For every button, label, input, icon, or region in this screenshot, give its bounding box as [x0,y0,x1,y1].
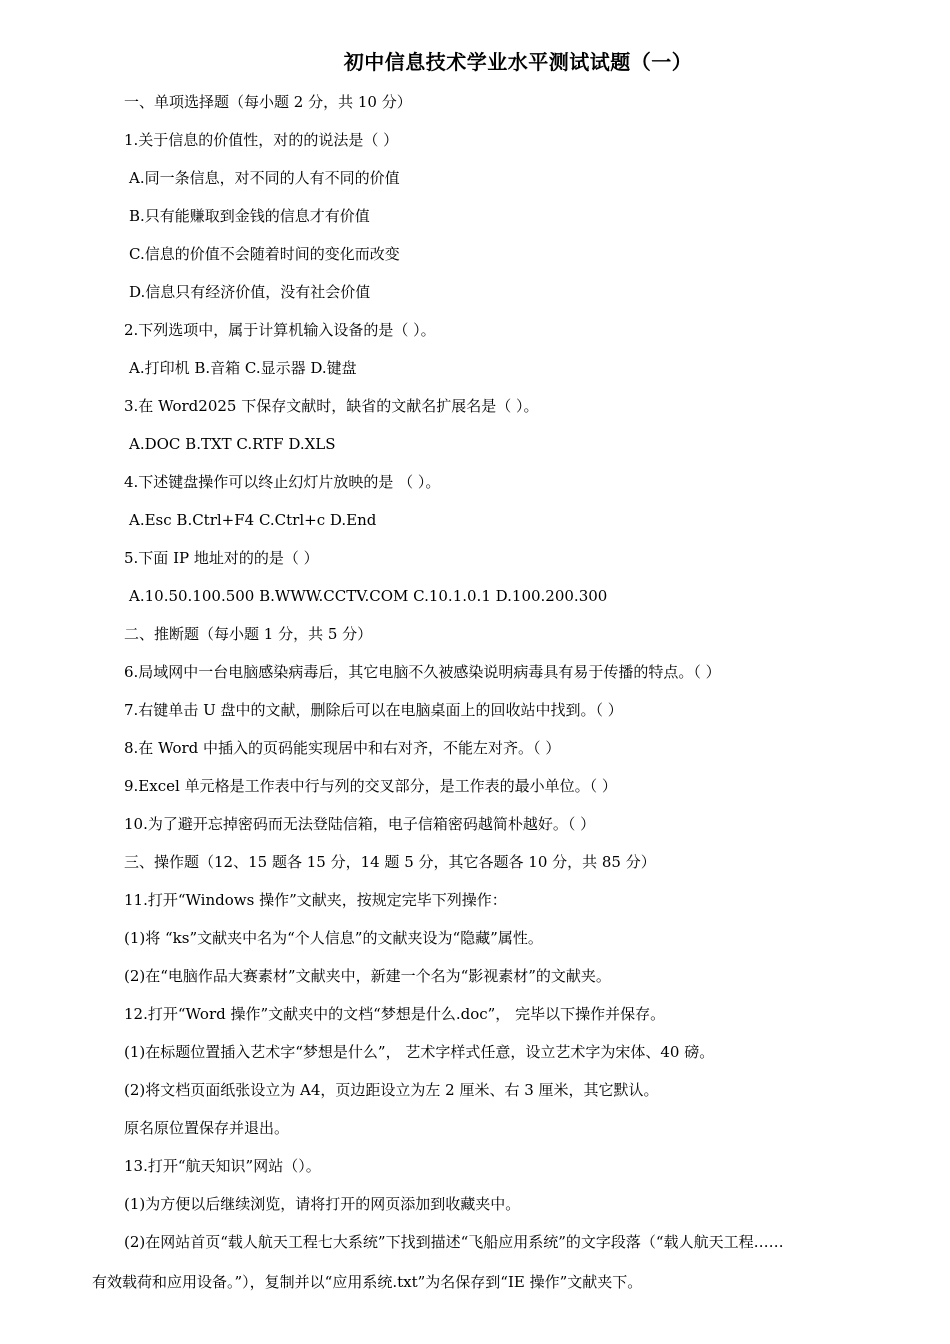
document-line: 二、推断题（每小题 1 分，共 5 分） [124,625,373,643]
document-line: 12.打开“Word 操作”文献夹中的文档“梦想是什么.doc”， 完毕以下操作并保存。 [124,1005,666,1023]
document-line: 1.关于信息的价值性，对的的说法是（ ） [124,131,399,149]
document-line: (1)将 “ks”文献夹中名为“个人信息”的文献夹设为“隐藏”属性。 [124,929,543,947]
document-line: A.10.50.100.500 B.WWW.CCTV.COM C.10.1.0.1 D.100.200.300 [129,587,608,605]
document-line: 原名原位置保存并退出。 [124,1119,290,1137]
document-line: (1)在标题位置插入艺术字“梦想是什么”， 艺术字样式任意，设立艺术字为宋体、40 磅。 [124,1043,715,1061]
document-line: A.Esc B.Ctrl+F4 C.Ctrl+c D.End [129,511,377,529]
document-line: 6.局域网中一台电脑感染病毒后，其它电脑不久被感染说明病毒具有易于传播的特点。（ ） [124,663,721,681]
document-line: (2)在“电脑作品大赛素材”文献夹中，新建一个名为“影视素材”的文献夹。 [124,967,611,985]
document-line: 三、操作题（12、15 题各 15 分，14 题 5 分，其它各题各 10 分，共 85 分） [124,853,656,871]
document-line: C.信息的价值不会随着时间的变化而改变 [129,245,400,263]
document-line: A.DOC B.TXT C.RTF D.XLS [129,435,336,453]
document-line: (2)在网站首页“载人航天工程七大系统”下找到描述“飞船应用系统”的文字段落（“载人航天工程…… [124,1233,784,1251]
document-line: 一、单项选择题（每小题 2 分，共 10 分） [124,93,412,111]
document-line: 9.Excel 单元格是工作表中行与列的交叉部分，是工作表的最小单位。（ ） [124,777,617,795]
document-line: A.同一条信息，对不同的人有不同的价值 [129,169,400,187]
document-line: 5.下面 IP 地址对的的是（ ） [124,549,319,567]
document-line: (1)为方便以后继续浏览，请将打开的网页添加到收藏夹中。 [124,1195,521,1213]
document-line: 7.右键单击 U 盘中的文献，删除后可以在电脑桌面上的回收站中找到。（ ） [124,701,623,719]
document-body [124,90,914,1268]
document-line-last: 有效载荷和应用设备。”），复制并以“应用系统.txt”为名保存到“IE 操作”文献夹下。 [92,1273,643,1291]
document-line: 4.下述键盘操作可以终止幻灯片放映的是 （ ）。 [124,473,441,491]
document-line: D.信息只有经济价值，没有社会价值 [129,283,371,301]
document-line: 3.在 Word2025 下保存文献时，缺省的文献名扩展名是（ ）。 [124,397,539,415]
document-line: 10.为了避开忘掉密码而无法登陆信箱，电子信箱密码越简朴越好。（ ） [124,815,596,833]
document-line: B.只有能赚取到金钱的信息才有价值 [129,207,370,225]
document-title: 初中信息技术学业水平测试试题（一） [343,50,693,74]
document-line: 13.打开“航天知识”网站（）。 [124,1157,321,1175]
document-line: 2.下列选项中，属于计算机输入设备的是（ ）。 [124,321,436,339]
document-line: 8.在 Word 中插入的页码能实现居中和右对齐，不能左对齐。（ ） [124,739,561,757]
document-line: 11.打开“Windows 操作”文献夹，按规定完毕下列操作： [124,891,507,909]
document-line: (2)将文档页面纸张设立为 A4，页边距设立为左 2 厘米、右 3 厘米，其它默认。 [124,1081,659,1099]
document-line: A.打印机 B.音箱 C.显示器 D.键盘 [129,359,357,377]
